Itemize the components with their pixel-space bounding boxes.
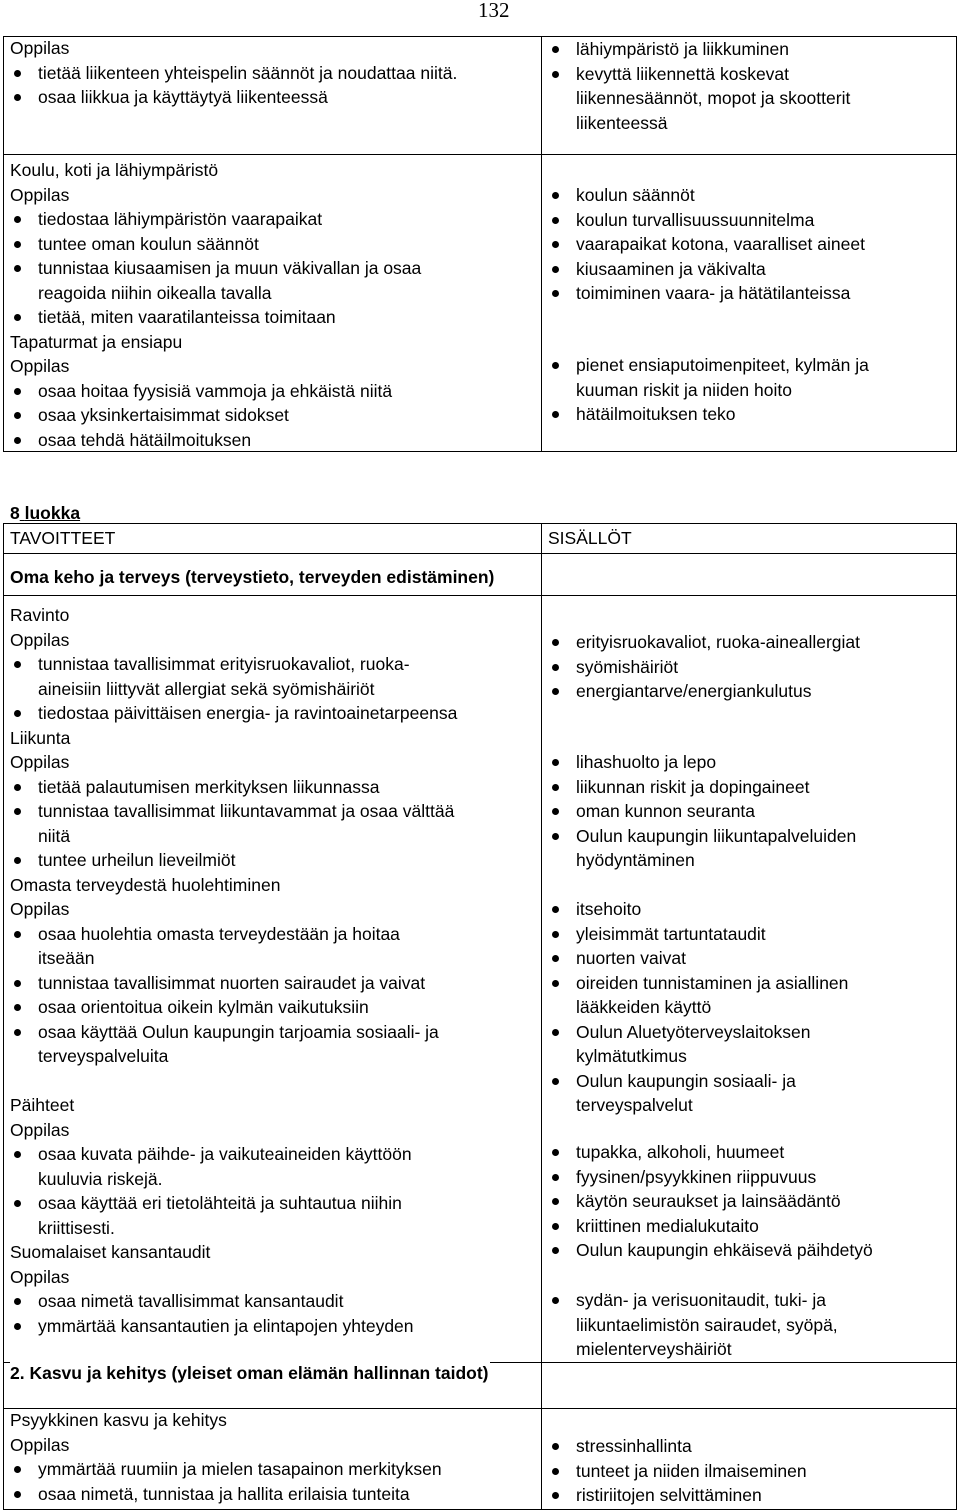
bullet-icon xyxy=(14,931,21,938)
bullet-icon xyxy=(14,1323,21,1330)
list-item-line: syömishäiriöt xyxy=(576,656,679,677)
list-item-line: itseään xyxy=(38,948,95,968)
list-item-line: toimiminen vaara- ja hätätilanteissa xyxy=(576,283,851,303)
label-line: Päihteet xyxy=(10,1095,75,1115)
list-item-line: tiedostaa lähiympäristön vaarapaikat xyxy=(38,209,323,229)
bullet-icon xyxy=(14,1466,21,1473)
list-item-line: liikuntaelimistön sairaudet, syöpä, xyxy=(576,1314,838,1335)
list-item-line: tunnistaa tavallisimmat nuorten sairaudet ja vaivat xyxy=(38,972,426,993)
section1-row-divider xyxy=(3,595,957,596)
list-item-line: kuuluvia riskejä. xyxy=(38,1168,163,1189)
list-item-line: yleisimmät tartuntataudit xyxy=(576,923,766,944)
top-table-border-right xyxy=(956,36,957,452)
list-item-line: terveyspalveluita xyxy=(38,1046,169,1066)
section2-title: 2. Kasvu ja kehitys (yleiset oman elämän hallinnan taidot) xyxy=(10,1361,490,1386)
list-item-line: tiedostaa päivittäisen energia- ja ravintoainetarpeensa xyxy=(38,703,458,723)
list-item-line: pienet ensiaputoimenpiteet, kylmän ja xyxy=(576,355,869,375)
list-item-line: mielenterveyshäiriöt xyxy=(576,1339,732,1359)
bullet-icon xyxy=(552,411,559,418)
list-item-line: tuntee oman koulun säännöt xyxy=(38,233,259,254)
list-item-line: tunnistaa tavallisimmat erityisruokavaliot, ruoka- xyxy=(38,654,410,674)
list-item-line: lääkkeiden käyttö xyxy=(576,997,712,1017)
bullet-icon xyxy=(14,265,21,272)
label-line: Oppilas xyxy=(10,1119,70,1140)
list-item-line: niitä xyxy=(38,825,71,846)
list-item-line: tietää, miten vaaratilanteissa toimitaan xyxy=(38,307,336,327)
label-line: Tapaturmat ja ensiapu xyxy=(10,331,183,352)
label-line: Ravinto xyxy=(10,605,70,625)
list-item-line: Oulun kaupungin liikuntapalveluiden xyxy=(576,825,857,846)
bullet-icon xyxy=(14,1151,21,1158)
list-item-line: aineisiin liittyvät allergiat sekä syömishäiriöt xyxy=(38,678,375,699)
list-item-line: ymmärtää kansantautien ja elintapojen yhteyden xyxy=(38,1315,414,1336)
section1-title: Oma keho ja terveys (terveystieto, terveyden edistäminen) xyxy=(10,567,495,587)
list-item-line: osaa käyttää Oulun kaupungin tarjoamia sosiaali- ja xyxy=(38,1021,439,1042)
bullet-icon xyxy=(552,759,559,766)
bullet-icon xyxy=(552,362,559,369)
goals-header: TAVOITTEET xyxy=(10,528,116,548)
list-item-line: energiantarve/energiankulutus xyxy=(576,681,812,701)
list-item-line: osaa tehdä hätäilmoituksen xyxy=(38,429,252,450)
top-table-border-left xyxy=(3,36,4,452)
list-item-line: ristiriitojen selvittäminen xyxy=(576,1485,762,1505)
list-item-line: osaa nimetä, tunnistaa ja hallita erilaisia tunteita xyxy=(38,1483,410,1504)
list-item-line: osaa hoitaa fyysisiä vammoja ja ehkäistä niitä xyxy=(38,380,393,401)
list-item-line: itsehoito xyxy=(576,899,642,919)
bullet-icon xyxy=(14,70,21,77)
bullet-icon xyxy=(552,980,559,987)
bullet-icon xyxy=(14,216,21,223)
list-item-line: kuuman riskit ja niiden hoito xyxy=(576,379,792,400)
header-row-divider xyxy=(3,553,957,554)
bullet-icon xyxy=(552,784,559,791)
label-line: Suomalaiset kansantaudit xyxy=(10,1242,211,1262)
list-item-line: erityisruokavaliot, ruoka-aineallergiat xyxy=(576,632,861,652)
bullet-icon xyxy=(14,808,21,815)
list-item-line: koulun säännöt xyxy=(576,185,695,205)
bullet-icon xyxy=(552,1247,559,1254)
bullet-icon xyxy=(552,241,559,248)
list-item-line: liikennesäännöt, mopot ja skootterit xyxy=(576,88,851,108)
bullet-icon xyxy=(14,437,21,444)
label-line: Oppilas xyxy=(10,1434,70,1455)
main-table-border-bottom xyxy=(3,1509,957,1510)
page-number: 132 xyxy=(478,0,510,22)
bullet-icon xyxy=(552,1174,559,1181)
list-item-line: Oulun kaupungin ehkäisevä päihdetyö xyxy=(576,1240,873,1260)
list-item-line: tunteet ja niiden ilmaiseminen xyxy=(576,1460,807,1481)
list-item-line: osaa liikkua ja käyttäytyä liikenteessä xyxy=(38,87,328,107)
list-item-line: koulun turvallisuussuunnitelma xyxy=(576,209,815,230)
bullet-icon xyxy=(552,688,559,695)
list-item-line: osaa nimetä tavallisimmat kansantaudit xyxy=(38,1291,344,1311)
label-line: Oppilas xyxy=(10,629,70,650)
list-item-line: oman kunnon seuranta xyxy=(576,801,756,821)
bullet-icon xyxy=(552,639,559,646)
list-item-line: lihashuolto ja lepo xyxy=(576,752,717,772)
list-item-line: tunnistaa tavallisimmat liikuntavammat ja osaa välttää xyxy=(38,801,455,821)
list-item-line: kriittinen medialukutaito xyxy=(576,1215,759,1236)
list-item-line: sydän- ja verisuonitaudit, tuki- ja xyxy=(576,1290,826,1310)
list-item-line: lähiympäristö ja liikkuminen xyxy=(576,39,789,59)
bullet-icon xyxy=(14,1004,21,1011)
label-line: Liikunta xyxy=(10,727,71,748)
bullet-icon xyxy=(14,661,21,668)
bullet-icon xyxy=(14,1491,21,1498)
top-table-border-top xyxy=(3,36,957,37)
list-item-line: kylmätutkimus xyxy=(576,1046,687,1066)
bullet-icon xyxy=(552,808,559,815)
bullet-icon xyxy=(552,1297,559,1304)
bullet-icon xyxy=(14,1029,21,1036)
list-item-line: hätäilmoituksen teko xyxy=(576,404,736,424)
bullet-icon xyxy=(14,314,21,321)
list-item-line: reagoida niihin oikealla tavalla xyxy=(38,282,272,303)
label-line: Koulu, koti ja lähiympäristö xyxy=(10,160,219,180)
bullet-icon xyxy=(552,290,559,297)
list-item-line: osaa orientoitua oikein kylmän vaikutuksiin xyxy=(38,997,369,1017)
list-item-line: oireiden tunnistaminen ja asiallinen xyxy=(576,972,849,993)
list-item-line: vaarapaikat kotona, vaaralliset aineet xyxy=(576,234,865,254)
bullet-icon xyxy=(14,980,21,987)
bullet-icon xyxy=(552,931,559,938)
bullet-icon xyxy=(14,1200,21,1207)
list-item-line: ymmärtää ruumiin ja mielen tasapainon merkityksen xyxy=(38,1459,442,1479)
list-item-line: kriittisesti. xyxy=(38,1217,115,1238)
label-line: Oppilas xyxy=(10,38,70,58)
list-item-line: nuorten vaivat xyxy=(576,948,686,968)
list-item-line: kiusaaminen ja väkivalta xyxy=(576,258,766,279)
bullet-icon xyxy=(552,1078,559,1085)
top-table-column-divider xyxy=(541,36,542,452)
list-item-line: tunnistaa kiusaamisen ja muun väkivallan ja osaa xyxy=(38,258,422,278)
bullet-icon xyxy=(552,906,559,913)
list-item-line: Oulun Aluetyöterveyslaitoksen xyxy=(576,1021,811,1042)
label-line: Psyykkinen kasvu ja kehitys xyxy=(10,1410,227,1430)
bullet-icon xyxy=(552,46,559,53)
bullet-icon xyxy=(552,1468,559,1475)
grade-number: 8 xyxy=(10,503,20,523)
bullet-icon xyxy=(552,955,559,962)
bullet-icon xyxy=(14,1298,21,1305)
label-line: Oppilas xyxy=(10,752,70,772)
list-item-line: liikenteessä xyxy=(576,112,668,133)
list-item-line: fyysinen/psyykkinen riippuvuus xyxy=(576,1166,817,1187)
grade-word: luokka xyxy=(24,503,81,523)
bullet-icon xyxy=(552,1223,559,1230)
bullet-icon xyxy=(14,94,21,101)
bullet-icon xyxy=(14,388,21,395)
bullet-icon xyxy=(552,217,559,224)
bullet-icon xyxy=(14,241,21,248)
bullet-icon xyxy=(14,412,21,419)
list-item-line: osaa huolehtia omasta terveydestään ja hoitaa xyxy=(38,923,400,944)
list-item-line: tupakka, alkoholi, huumeet xyxy=(576,1142,785,1162)
label-line: Oppilas xyxy=(10,1266,70,1287)
bullet-icon xyxy=(552,1149,559,1156)
bullet-icon xyxy=(552,1443,559,1450)
label-line: Oppilas xyxy=(10,899,70,919)
main-table-border-top xyxy=(3,523,957,524)
list-item-line: osaa kuvata päihde- ja vaikuteaineiden käyttöön xyxy=(38,1144,412,1164)
bullet-icon xyxy=(552,71,559,78)
label-line: Oppilas xyxy=(10,356,70,376)
list-item-line: osaa käyttää eri tietolähteitä ja suhtautua niihin xyxy=(38,1193,402,1213)
bullet-icon xyxy=(14,784,21,791)
list-item-line: osaa yksinkertaisimmat sidokset xyxy=(38,405,289,425)
bullet-icon xyxy=(552,664,559,671)
list-item-line: tietää palautumisen merkityksen liikunnassa xyxy=(38,776,380,797)
label-line: Oppilas xyxy=(10,184,70,205)
bullet-icon xyxy=(552,1198,559,1205)
list-item-line: Oulun kaupungin sosiaali- ja xyxy=(576,1070,796,1091)
bullet-icon xyxy=(552,1029,559,1036)
list-item-line: liikunnan riskit ja dopingaineet xyxy=(576,776,810,797)
label-line: Omasta terveydestä huolehtiminen xyxy=(10,874,281,895)
list-item-line: terveyspalvelut xyxy=(576,1095,693,1115)
list-item-line: hyödyntäminen xyxy=(576,850,695,870)
top-table-row-divider xyxy=(3,154,957,155)
bullet-icon xyxy=(552,266,559,273)
list-item-line: tuntee urheilun lieveilmiöt xyxy=(38,850,236,870)
bullet-icon xyxy=(14,710,21,717)
bullet-icon xyxy=(552,1492,559,1499)
bullet-icon xyxy=(552,833,559,840)
list-item-line: stressinhallinta xyxy=(576,1436,692,1456)
grade-heading xyxy=(10,501,80,526)
list-item-line: käytön seuraukset ja lainsäädäntö xyxy=(576,1191,841,1211)
list-item-line: tietää liikenteen yhteispelin säännöt ja noudattaa niitä. xyxy=(38,62,458,83)
list-item-line: kevyttä liikennettä koskevat xyxy=(576,63,790,84)
bullet-icon xyxy=(552,192,559,199)
contents-header: SISÄLLÖT xyxy=(548,528,632,548)
bullet-icon xyxy=(14,857,21,864)
